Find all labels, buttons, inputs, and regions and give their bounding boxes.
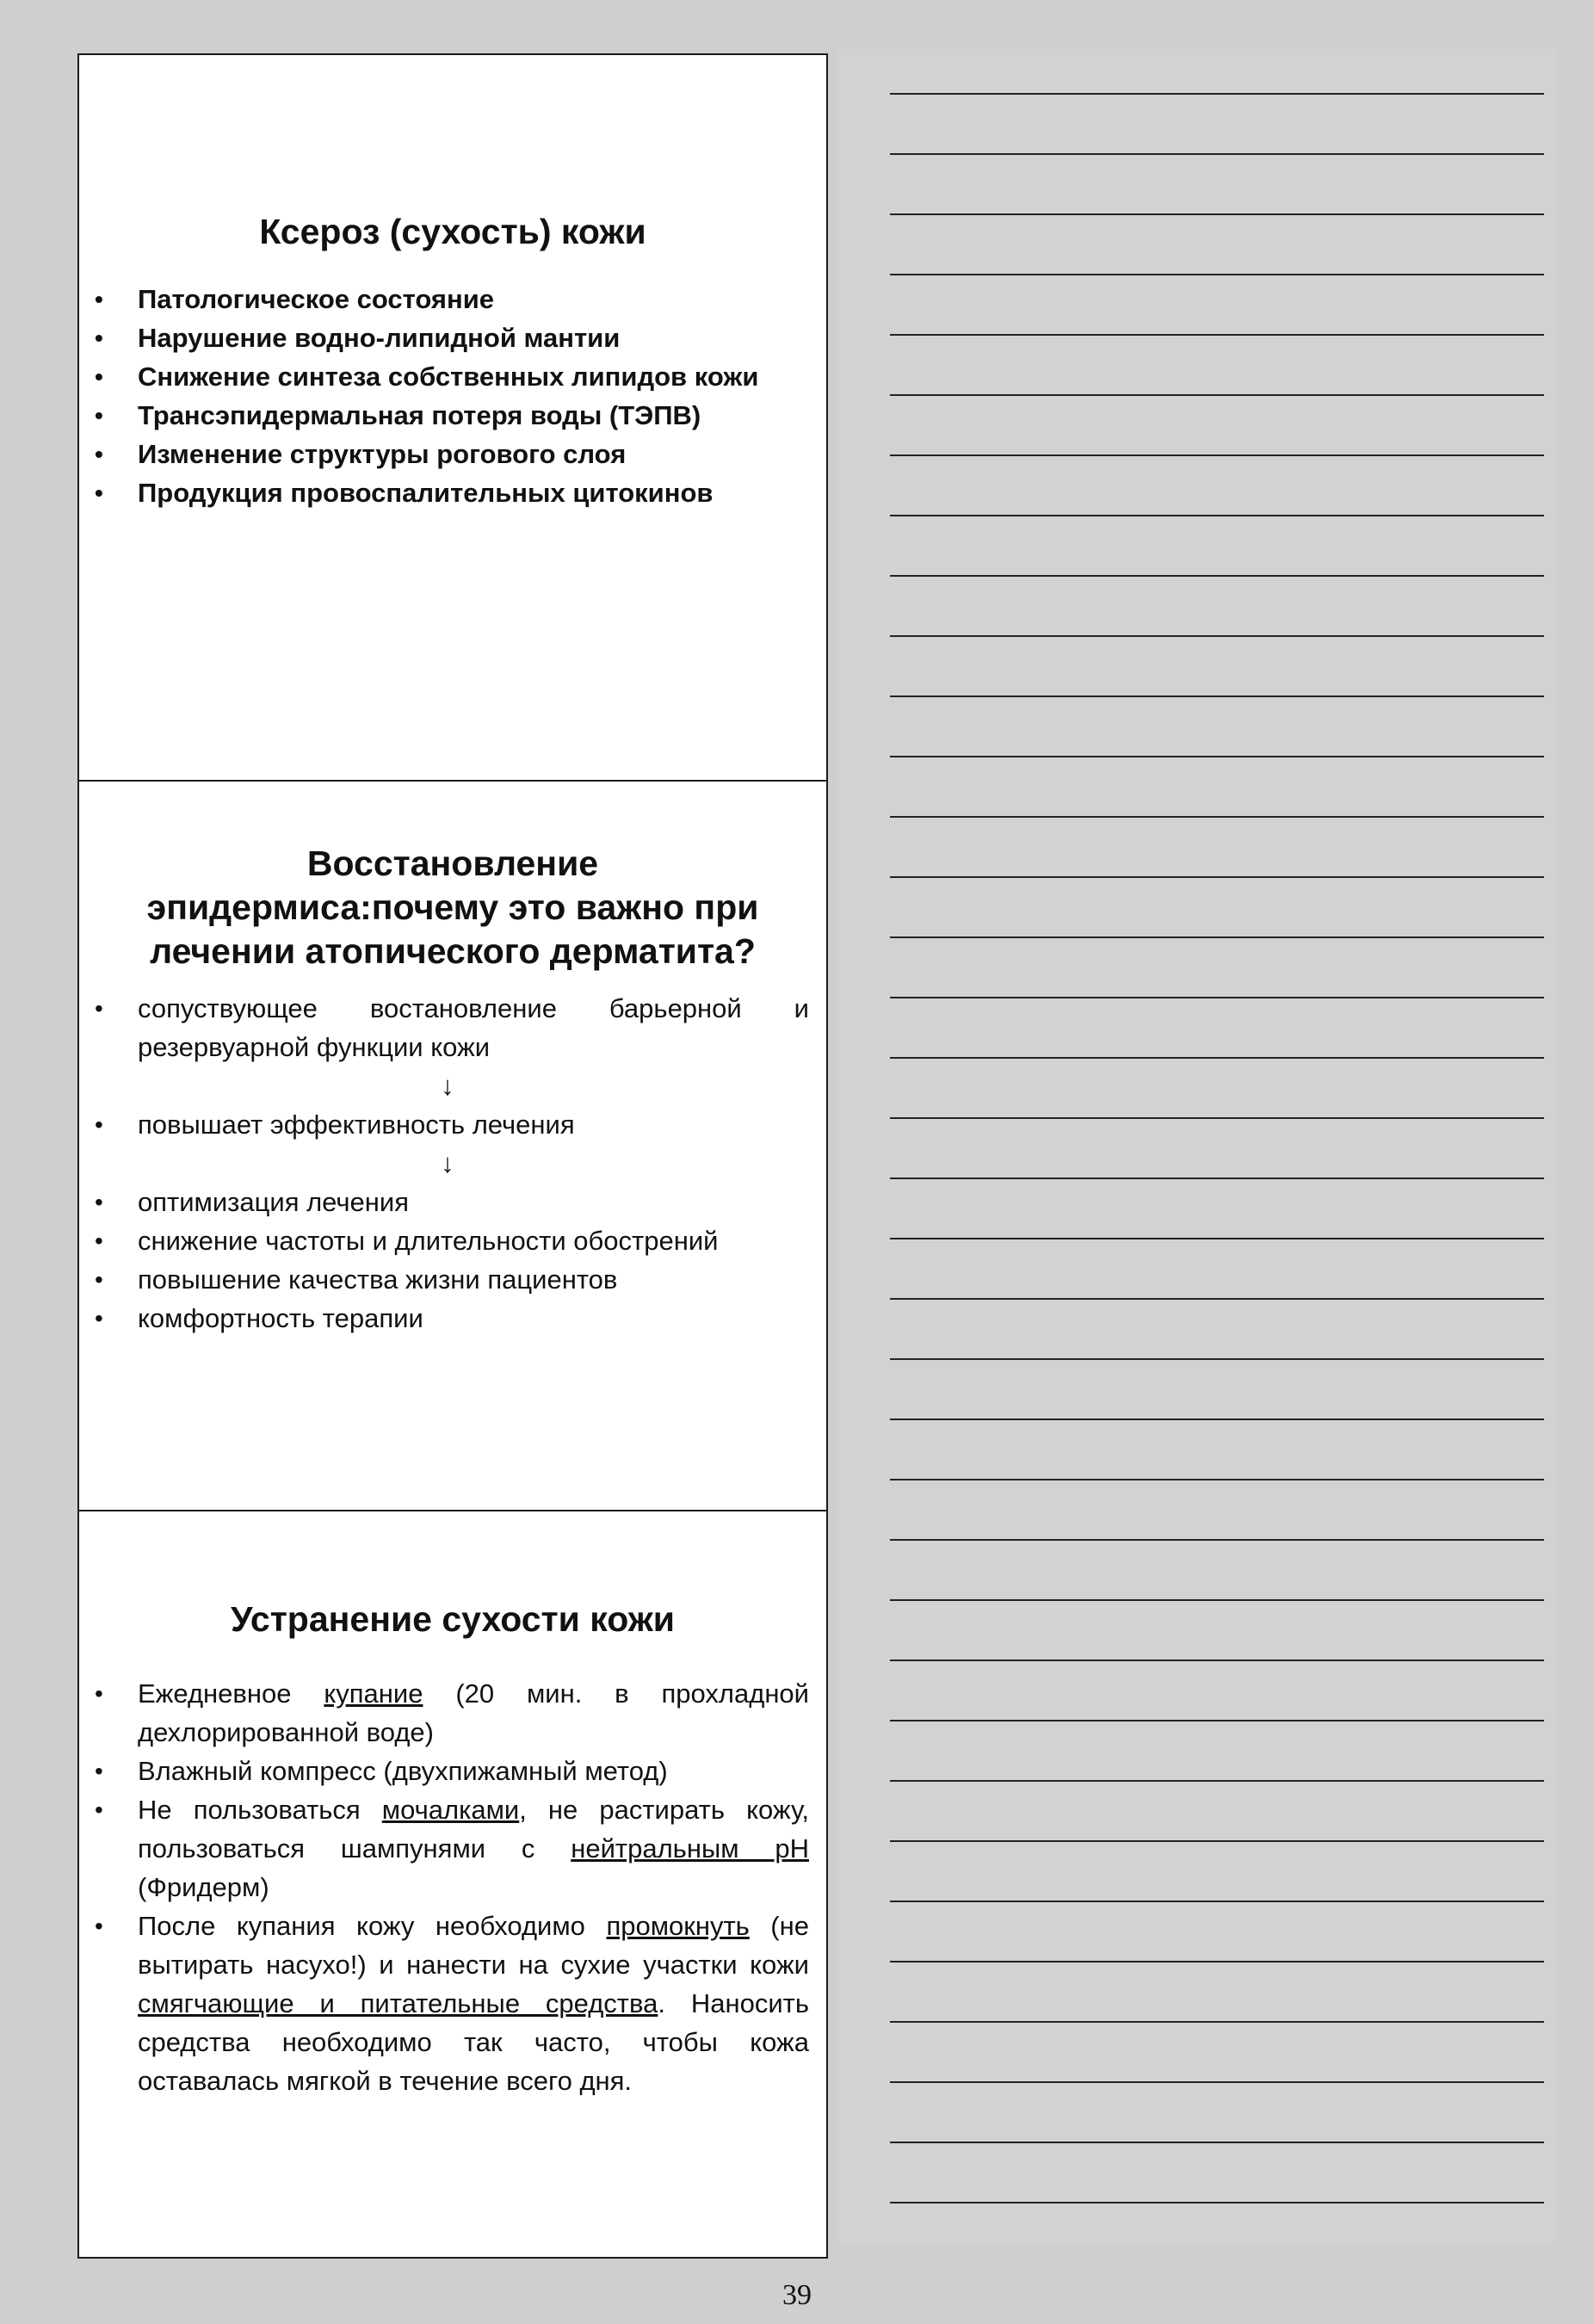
note-line	[890, 213, 1544, 215]
slide-title: Устранение сухости кожи	[230, 1599, 675, 1639]
note-line	[890, 153, 1544, 155]
note-line	[890, 1840, 1544, 1842]
slide-title: Восстановление эпидермиса:почему это важно при лечении атопического дерматита?	[146, 844, 759, 971]
list-item: • повышает эффективность лечения	[138, 1105, 809, 1144]
list-item: • комфортность терапии	[138, 1299, 809, 1338]
note-line	[890, 1057, 1544, 1059]
note-line	[890, 394, 1544, 396]
note-line	[890, 1539, 1544, 1541]
bullet-list	[79, 1674, 826, 2100]
list-item: • Влажный компресс (двухпижамный метод)	[138, 1752, 809, 1790]
bullet-list	[79, 989, 826, 1338]
note-line	[890, 2142, 1544, 2143]
note-line	[890, 1177, 1544, 1179]
down-arrow-icon: ↓	[441, 1071, 454, 1101]
note-line	[890, 816, 1544, 818]
note-line	[890, 1358, 1544, 1360]
list-item: • Трансэпидермальная потеря воды (ТЭПВ)	[138, 396, 809, 435]
note-line	[890, 274, 1544, 275]
slides-column	[77, 53, 828, 2259]
list-item: • Снижение синтеза собственных липидов кожи	[138, 357, 809, 396]
note-line	[890, 635, 1544, 637]
note-line	[890, 93, 1544, 95]
list-item: • снижение частоты и длительности обострений	[138, 1221, 809, 1260]
note-line	[890, 334, 1544, 336]
slide-xerosis	[79, 55, 826, 782]
note-line	[890, 2021, 1544, 2023]
note-line	[890, 2202, 1544, 2203]
note-line	[890, 756, 1544, 757]
note-line	[890, 1961, 1544, 1962]
list-item: • Ежедневное купание (20 мин. в прохладной дехлорированной воде)	[138, 1674, 809, 1752]
bullet-list	[79, 280, 826, 512]
note-line	[890, 1419, 1544, 1420]
note-line	[890, 1780, 1544, 1782]
note-line	[890, 1238, 1544, 1239]
list-item: • Продукция провоспалительных цитокинов	[138, 473, 809, 512]
slide-epidermis-restoration	[79, 782, 826, 1511]
note-line	[890, 515, 1544, 516]
note-line	[890, 1901, 1544, 1902]
note-line	[890, 695, 1544, 697]
note-line	[890, 1117, 1544, 1119]
note-line	[890, 1298, 1544, 1300]
note-line	[890, 1660, 1544, 1661]
page-number: 39	[782, 2279, 812, 2311]
list-item: • повышение качества жизни пациентов	[138, 1260, 809, 1299]
list-item: • оптимизация лечения	[138, 1183, 809, 1221]
note-line	[890, 454, 1544, 456]
note-line	[890, 876, 1544, 878]
note-line	[890, 1599, 1544, 1601]
list-item: • сопуствующее востановление барьерной и резервуарной функции кожи	[138, 989, 809, 1066]
list-item: • После купания кожу необходимо промокнуть (не вытирать насухо!) и нанести на сухие участки кожи смягчающие и питательные средства. Наносить средства необходимо так часто, чтобы кожа оставалась мягкой в течение всего дня.	[138, 1907, 809, 2100]
note-line	[890, 1479, 1544, 1480]
slide-title: Ксероз (сухость) кожи	[259, 212, 646, 251]
note-line	[890, 1720, 1544, 1721]
note-line	[890, 2081, 1544, 2083]
slide-dryness-elimination	[79, 1511, 826, 2253]
note-line	[890, 575, 1544, 577]
note-line	[890, 997, 1544, 998]
list-item: • Не пользоваться мочалками, не растирать кожу, пользоваться шампунями с нейтральным рН (Фридерм)	[138, 1790, 809, 1907]
list-item: • Нарушение водно-липидной мантии	[138, 318, 809, 357]
list-item: • Патологическое состояние	[138, 280, 809, 318]
notes-lined-area	[838, 48, 1554, 2243]
note-line	[890, 936, 1544, 938]
list-item: • Изменение структуры рогового слоя	[138, 435, 809, 473]
down-arrow-icon: ↓	[441, 1148, 454, 1178]
